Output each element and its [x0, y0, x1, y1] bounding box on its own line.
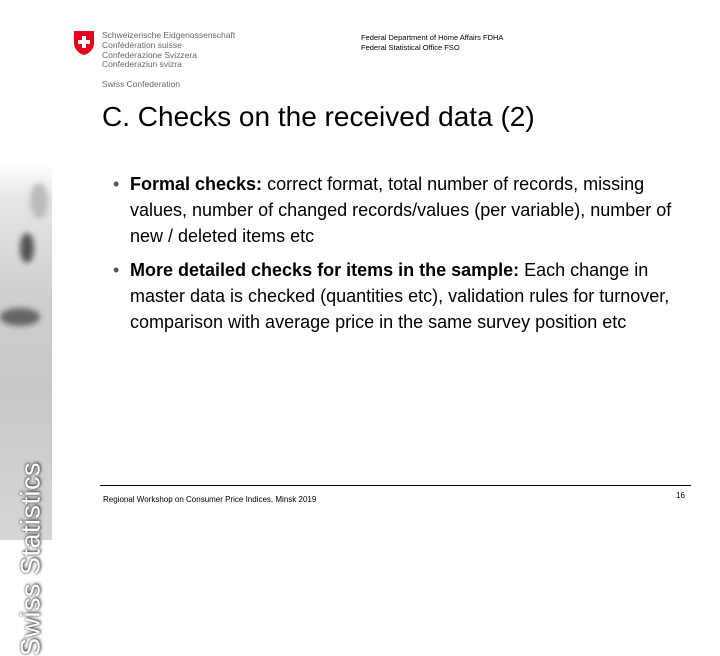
confederation-wordmark [102, 31, 235, 90]
department-block [361, 33, 503, 52]
confederation-line: Confédération suisse [102, 39, 182, 50]
confederation-line: Schweizerische Eidgenossenschaft [102, 30, 236, 40]
sidebar-title: Swiss Statistics [15, 461, 46, 656]
photo-figure [0, 308, 40, 326]
confederation-line: Confederaziun svizra [102, 59, 182, 70]
photo-figure [30, 183, 48, 219]
bullet-heading: Formal checks: [130, 174, 263, 194]
swiss-crest-icon [73, 30, 95, 56]
footer-text: Regional Workshop on Consumer Price Indices, Minsk 2019 [103, 495, 317, 504]
bullet-marker: • [113, 260, 120, 280]
bullet-text: Each change in master data is checked (quantities etc), validation rules for turnover, comparison with average price in the same survey position etc [130, 260, 670, 332]
office-name: Federal Statistical Office FSO [361, 42, 460, 52]
bullet-marker: • [113, 174, 120, 194]
bullet-item [113, 171, 703, 249]
footer-divider [100, 485, 691, 486]
page-number: 16 [676, 491, 685, 500]
slide-title: C. Checks on the received data (2) [102, 101, 535, 132]
bullet-list [113, 171, 703, 343]
bullet-text: correct format, total number of records, missing values, number of changed records/values (per variable), number of new / deleted items etc [130, 174, 672, 246]
sidebar-photo-strip [0, 163, 52, 656]
department-name: Federal Department of Home Affairs FDHA [361, 33, 504, 42]
confederation-english: Swiss Confederation [102, 79, 180, 90]
bullet-item [113, 257, 703, 335]
bullet-heading: More detailed checks for items in the sample: [130, 260, 520, 280]
photo-figure [20, 233, 34, 263]
confederation-line: Confederazione Svizzera [102, 49, 197, 60]
